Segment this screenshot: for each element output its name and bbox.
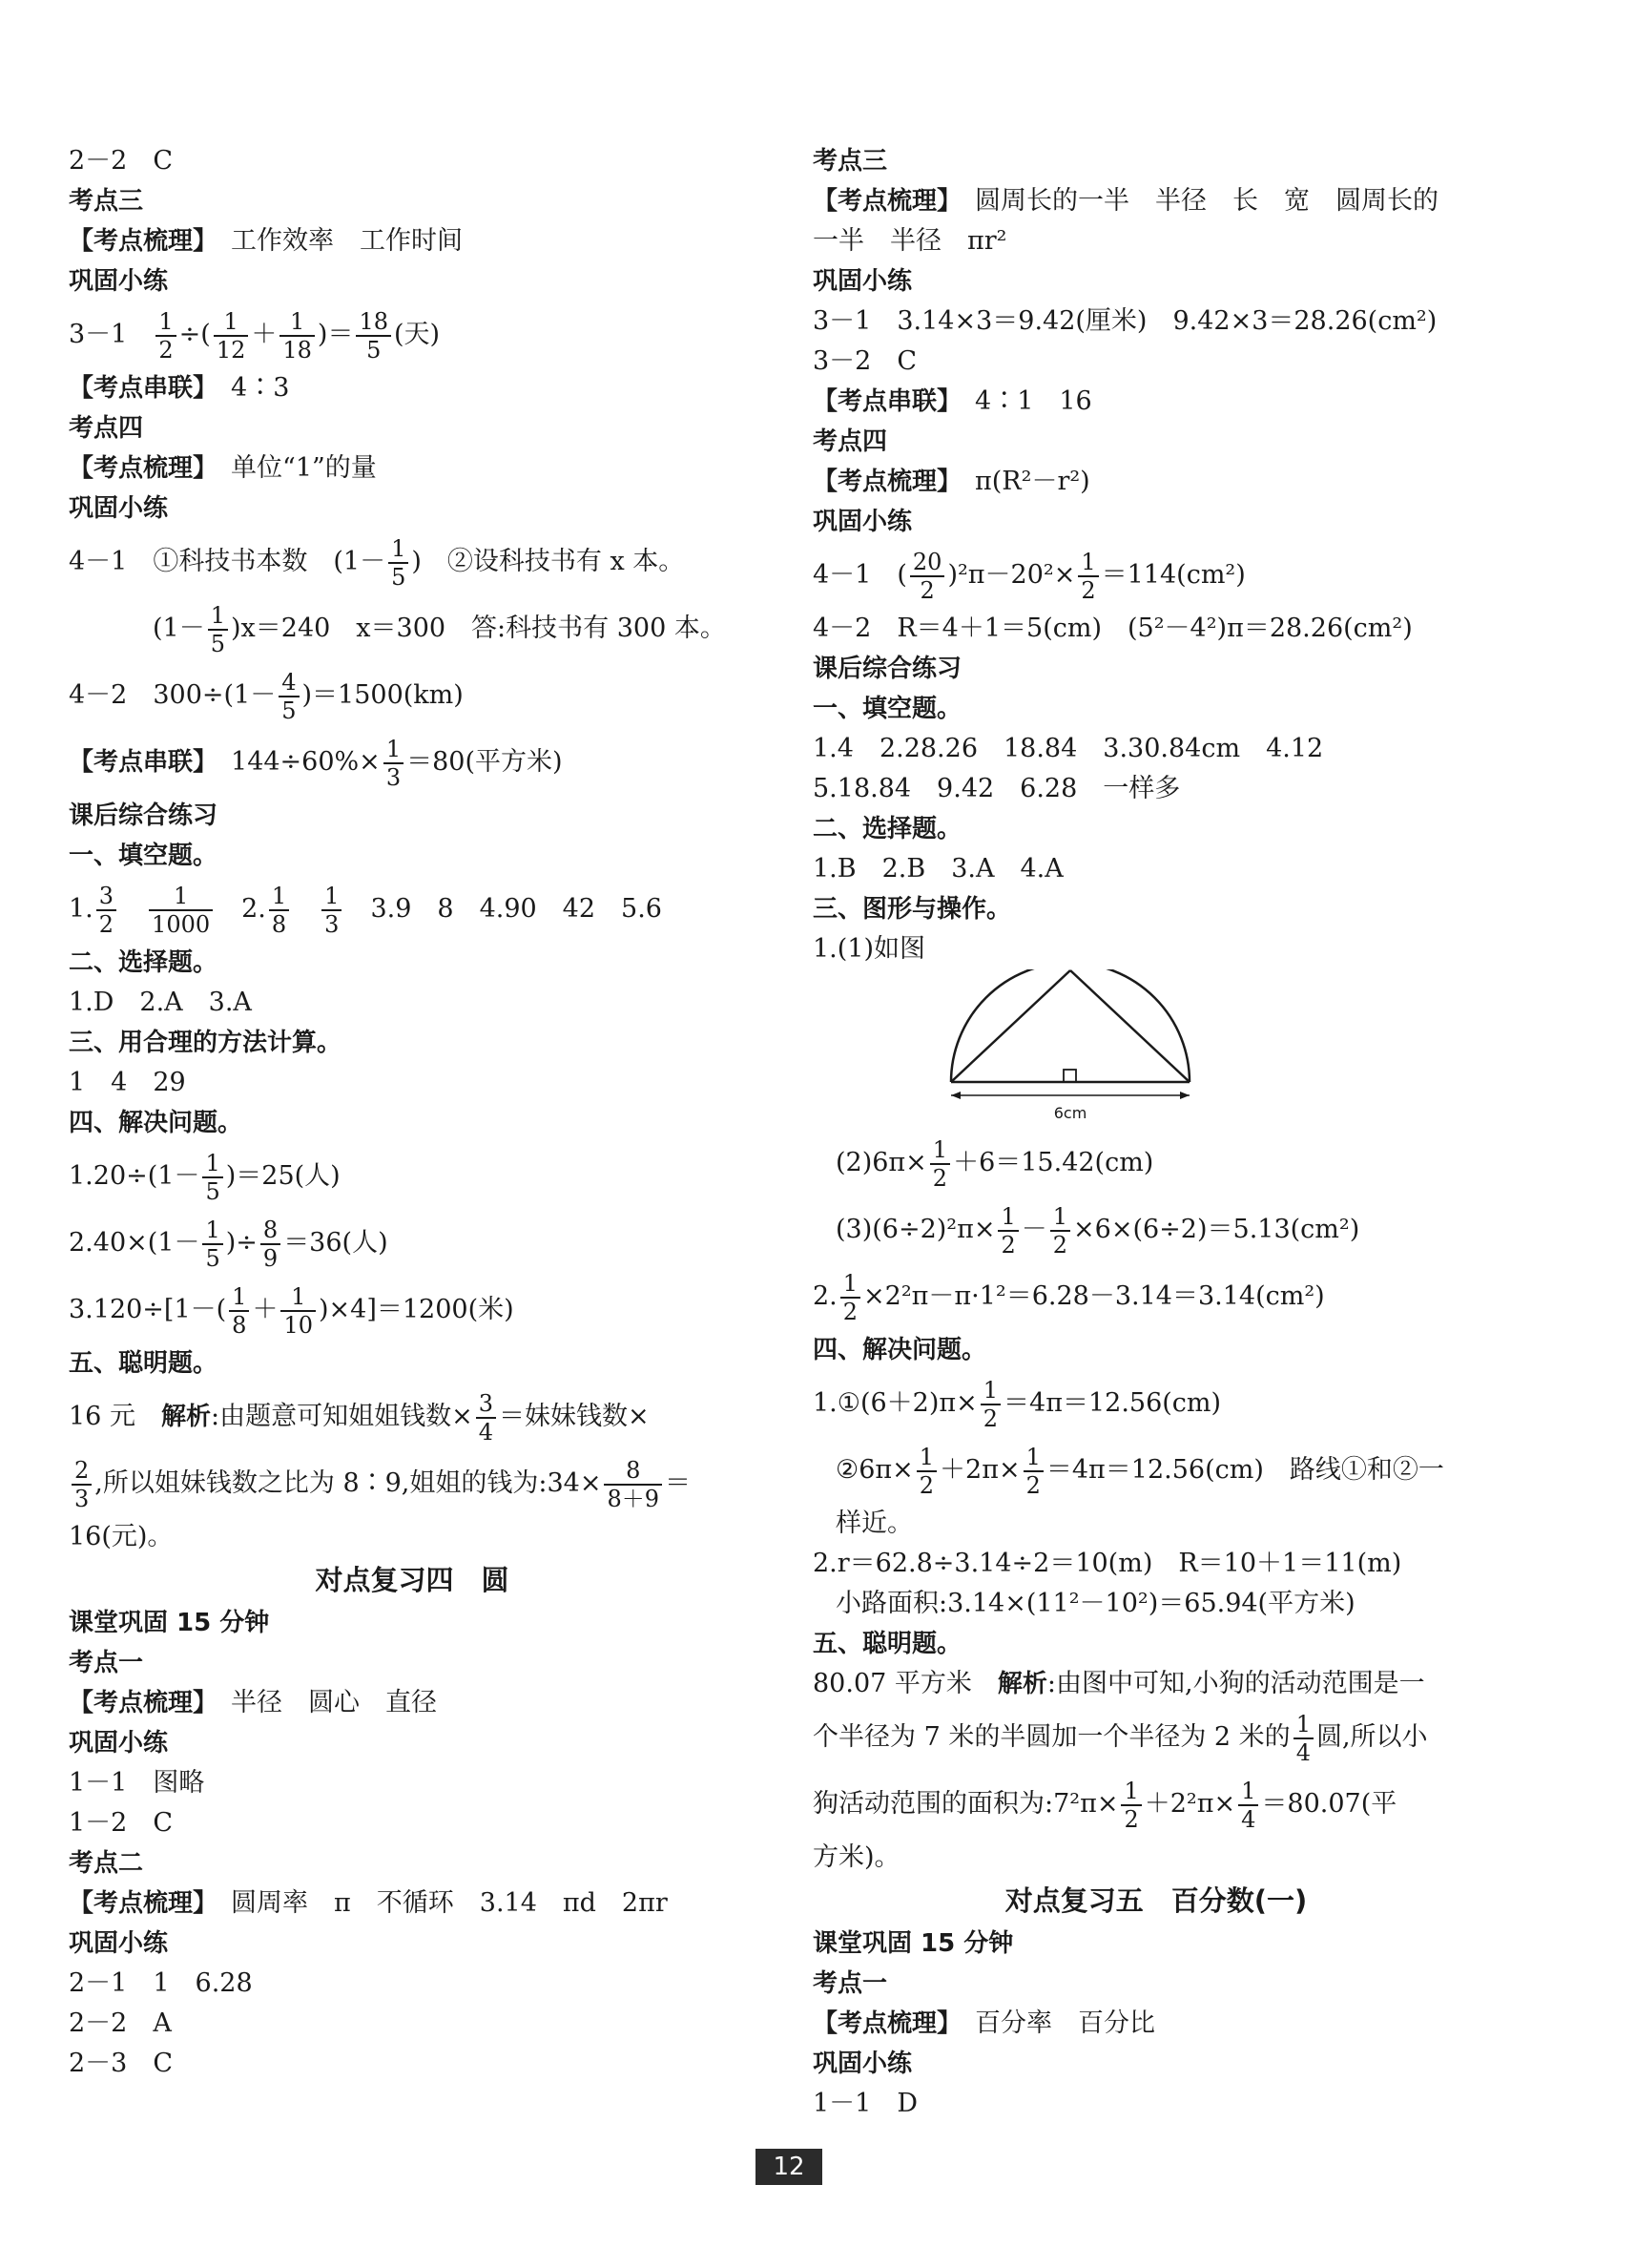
summary-line bbox=[813, 462, 1500, 502]
tag-label: 【考点梳理】 bbox=[813, 2009, 950, 2038]
question-type: 五、聪明题。 bbox=[813, 1630, 962, 1658]
section-label: 考点一 bbox=[69, 1649, 144, 1677]
answer-line: 样近。 bbox=[836, 1509, 913, 1538]
text: 2. bbox=[813, 1281, 838, 1311]
summary-text: 百分率 百分比 bbox=[975, 2008, 1156, 2038]
dimension-arrow-right bbox=[1180, 1092, 1190, 1099]
text: ＝80(平方米) bbox=[406, 747, 563, 777]
text: )＝ bbox=[317, 320, 354, 349]
page-number: 12 bbox=[755, 2149, 822, 2185]
summary-line bbox=[69, 221, 755, 261]
numerator: 1 bbox=[981, 1379, 1001, 1405]
summary-line bbox=[813, 2004, 1500, 2044]
summary-text: 4∶1 16 bbox=[975, 386, 1092, 416]
text: 144÷60%× bbox=[231, 747, 381, 777]
summary-line bbox=[69, 729, 755, 796]
answer-line bbox=[69, 1143, 755, 1210]
numerator: 1 bbox=[229, 1285, 249, 1312]
answer-line: 方米)。 bbox=[813, 1842, 900, 1872]
answer-line: 3－1 3.14×3＝9.42(厘米) 9.42×3＝28.26(cm²) bbox=[813, 306, 1438, 336]
right-column bbox=[813, 141, 1500, 2124]
numerator: 1 bbox=[930, 1138, 950, 1165]
question-type: 三、用合理的方法计算。 bbox=[69, 1029, 342, 1057]
denominator: 5 bbox=[205, 1244, 220, 1272]
text: 80.07 平方米 bbox=[813, 1669, 998, 1698]
question-type: 三、图形与操作。 bbox=[813, 895, 1012, 924]
practice-label: 巩固小练 bbox=[69, 1929, 169, 1958]
numerator: 1 bbox=[1294, 1713, 1314, 1739]
answer-line: 小路面积:3.14×(11²－10²)＝65.94(平方米) bbox=[836, 1589, 1356, 1618]
text: ＝114(cm²) bbox=[1101, 560, 1246, 590]
right-angle-mark bbox=[1064, 1070, 1076, 1082]
text: 3.9 8 4.90 42 5.6 bbox=[370, 894, 662, 924]
text: 2.40×(1－ bbox=[69, 1228, 200, 1258]
fraction bbox=[356, 307, 391, 364]
text: ＋6＝15.42(cm) bbox=[953, 1148, 1154, 1177]
numerator: 1 bbox=[840, 1272, 860, 1299]
denominator: 1000 bbox=[152, 910, 211, 938]
analysis-label: 解析 bbox=[160, 1403, 211, 1431]
answer-line bbox=[813, 1130, 1500, 1196]
question-type: 四、解决问题。 bbox=[69, 1109, 243, 1137]
summary-text: 圆周率 π 不循环 3.14 πd 2πr bbox=[231, 1888, 668, 1918]
text: 3－1 bbox=[69, 320, 154, 349]
lesson-label: 课堂巩固 15 分钟 bbox=[813, 1929, 1014, 1958]
fraction bbox=[476, 1389, 496, 1446]
text: 个半径为 7 米的半圆加一个半径为 2 米的 bbox=[813, 1722, 1291, 1752]
answer-line: 3－2 C bbox=[813, 346, 918, 376]
text: ＝4π＝12.56(cm) bbox=[1004, 1388, 1222, 1418]
denominator: 2 bbox=[1124, 1805, 1139, 1833]
numerator: 8 bbox=[260, 1218, 280, 1245]
text: ＝36(人) bbox=[283, 1228, 388, 1258]
denominator: 8 bbox=[271, 910, 287, 938]
denominator: 2 bbox=[1052, 1231, 1068, 1259]
answer-line bbox=[69, 595, 755, 662]
numerator: 1 bbox=[214, 310, 249, 337]
numerator: 1 bbox=[321, 884, 341, 911]
numerator: 1 bbox=[280, 1285, 316, 1312]
denominator: 2 bbox=[920, 576, 935, 604]
denominator: 5 bbox=[391, 563, 406, 591]
text: (1－ bbox=[153, 614, 205, 643]
text: 4－1 ( bbox=[813, 560, 907, 590]
text: )÷ bbox=[225, 1228, 258, 1258]
text: 16 元 bbox=[69, 1402, 161, 1431]
denominator: 4 bbox=[1295, 1738, 1311, 1766]
fraction bbox=[155, 307, 176, 364]
text: 4－1 ①科技书本数 (1－ bbox=[69, 547, 386, 576]
chapter-heading: 对点复习五 百分数(一) bbox=[1004, 1884, 1308, 1917]
fraction bbox=[1024, 1443, 1044, 1499]
text: )＝25(人) bbox=[225, 1161, 341, 1191]
answer-line: 5.18.84 9.42 6.28 一样多 bbox=[813, 774, 1181, 803]
summary-line bbox=[69, 448, 755, 489]
numerator: 1 bbox=[202, 1218, 222, 1245]
numerator: 4 bbox=[279, 671, 299, 697]
question-type: 二、选择题。 bbox=[69, 948, 218, 977]
tag-label: 【考点梳理】 bbox=[69, 1689, 206, 1717]
answer-line bbox=[813, 1771, 1500, 1838]
summary-text: 工作效率 工作时间 bbox=[231, 226, 464, 256]
answer-line: 1－1 图略 bbox=[69, 1768, 205, 1798]
fraction bbox=[279, 307, 315, 364]
numerator: 8 bbox=[604, 1459, 662, 1486]
summary-text: 4∶3 bbox=[231, 373, 290, 403]
text: ＋ bbox=[252, 1295, 279, 1324]
answer-line bbox=[813, 1263, 1500, 1330]
practice-label: 巩固小练 bbox=[69, 267, 169, 296]
answer-line: 2－1 1 6.28 bbox=[69, 1968, 253, 1998]
answer-line bbox=[69, 529, 755, 595]
numerator: 1 bbox=[1050, 1205, 1070, 1232]
fraction bbox=[910, 548, 945, 604]
section-label: 考点三 bbox=[813, 147, 888, 176]
dimension-arrow-left bbox=[951, 1092, 961, 1099]
answer-line: 1.(1)如图 bbox=[813, 934, 926, 964]
text: 3.120÷[1－( bbox=[69, 1295, 227, 1324]
numerator: 1 bbox=[208, 604, 228, 631]
answer-line: 1－1 D bbox=[813, 2089, 919, 2118]
denominator: 2 bbox=[1081, 576, 1096, 604]
denominator: 3 bbox=[74, 1485, 90, 1512]
numerator: 3 bbox=[96, 884, 116, 911]
question-type: 一、填空题。 bbox=[813, 695, 962, 723]
chapter-heading: 对点复习四 圆 bbox=[315, 1564, 509, 1596]
text: 1.①(6＋2)π× bbox=[813, 1388, 978, 1418]
denominator: 5 bbox=[205, 1177, 220, 1205]
answer-line bbox=[69, 1277, 755, 1343]
fraction bbox=[279, 668, 299, 724]
fraction bbox=[1294, 1710, 1314, 1766]
numerator: 3 bbox=[476, 1392, 496, 1419]
answer-line bbox=[813, 1437, 1500, 1504]
fraction bbox=[1238, 1779, 1258, 1831]
summary-line: 一半 半径 πr² bbox=[813, 226, 1007, 256]
answer-line bbox=[813, 542, 1500, 609]
numerator: 20 bbox=[910, 551, 945, 577]
answer-line: 1－2 C bbox=[69, 1808, 174, 1838]
text: ×2²π－π·1²＝6.28－3.14＝3.14(cm²) bbox=[863, 1281, 1325, 1311]
section-label: 考点四 bbox=[813, 427, 888, 456]
numerator: 1 bbox=[1238, 1779, 1258, 1806]
denominator: 18 bbox=[282, 336, 312, 364]
fraction bbox=[280, 1282, 316, 1339]
text: ＋2π× bbox=[940, 1455, 1021, 1485]
text: ＝4π＝12.56(cm) 路线①和②一 bbox=[1045, 1455, 1444, 1485]
denominator: 2 bbox=[919, 1471, 935, 1499]
analysis-label: 解析 bbox=[997, 1670, 1047, 1698]
numerator: 18 bbox=[356, 310, 391, 337]
practice-label: 巩固小练 bbox=[813, 508, 913, 536]
semicircle-arc bbox=[951, 969, 1190, 1082]
text: 1. bbox=[69, 894, 93, 924]
denominator: 2 bbox=[1025, 1471, 1041, 1499]
text: ②6π× bbox=[836, 1455, 914, 1485]
semicircle-figure bbox=[813, 969, 1500, 1130]
triangle-side-left bbox=[951, 970, 1070, 1082]
answer-line: 1.4 2.28.26 18.84 3.30.84cm 4.12 bbox=[813, 734, 1324, 763]
exercise-heading: 课后综合练习 bbox=[69, 801, 218, 830]
tag-label: 【考点梳理】 bbox=[813, 468, 950, 496]
denominator: 10 bbox=[283, 1311, 313, 1339]
denominator: 2 bbox=[1001, 1231, 1016, 1259]
fraction bbox=[604, 1456, 662, 1512]
section-label: 考点四 bbox=[69, 414, 144, 443]
semicircle-diagram bbox=[927, 969, 1213, 1130]
denominator: 3 bbox=[385, 763, 402, 791]
answer-line: 2－2 A bbox=[69, 2008, 172, 2038]
denominator: 2 bbox=[842, 1298, 859, 1325]
practice-label: 巩固小练 bbox=[813, 2050, 913, 2078]
denominator: 5 bbox=[281, 697, 297, 724]
text: － bbox=[1021, 1215, 1047, 1244]
answer-line: 2.r＝62.8÷3.14÷2＝10(m) R＝10＋1＝11(m) bbox=[813, 1549, 1402, 1578]
answer-line bbox=[69, 1450, 755, 1517]
text: ) ②设科技书有 x 本。 bbox=[411, 547, 685, 576]
numerator: 1 bbox=[155, 310, 176, 337]
fraction bbox=[229, 1282, 249, 1339]
fraction bbox=[269, 884, 289, 936]
section-label: 考点一 bbox=[813, 1969, 888, 1998]
text: :由图中可知,小狗的活动范围是一 bbox=[1046, 1669, 1425, 1698]
numerator: 1 bbox=[269, 884, 289, 911]
denominator: 8＋9 bbox=[607, 1485, 660, 1512]
summary-line bbox=[69, 368, 755, 408]
tag-label: 【考点梳理】 bbox=[813, 187, 950, 216]
left-column bbox=[69, 141, 755, 2084]
summary-text: 单位“1”的量 bbox=[231, 453, 377, 483]
fraction bbox=[214, 307, 249, 364]
text: ＝80.07(平 bbox=[1261, 1789, 1397, 1819]
numerator: 1 bbox=[1024, 1446, 1044, 1472]
summary-text: 圆周长的一半 半径 长 宽 圆周长的 bbox=[975, 186, 1439, 216]
section-label: 考点三 bbox=[69, 187, 144, 216]
practice-label: 巩固小练 bbox=[69, 494, 169, 523]
text: ＝ bbox=[665, 1468, 692, 1498]
numerator: 1 bbox=[1121, 1779, 1141, 1806]
text: 1.20÷(1－ bbox=[69, 1161, 200, 1191]
summary-line bbox=[69, 1883, 755, 1924]
text: (2)6π× bbox=[836, 1148, 927, 1177]
denominator: 12 bbox=[216, 336, 246, 364]
question-type: 一、填空题。 bbox=[69, 842, 218, 870]
tag-label: 【考点梳理】 bbox=[69, 454, 206, 483]
answer-line: 4－2 R＝4＋1＝5(cm) (5²－4²)π＝28.26(cm²) bbox=[813, 614, 1413, 643]
summary-text: 半径 圆心 直径 bbox=[231, 1688, 438, 1717]
fraction bbox=[208, 601, 228, 657]
answer-line bbox=[69, 662, 755, 729]
text: 4－2 300÷(1－ bbox=[69, 680, 277, 710]
text: 2. bbox=[241, 894, 266, 924]
tag-label: 【考点串联】 bbox=[69, 374, 206, 403]
text: ＋2²π× bbox=[1144, 1789, 1236, 1819]
practice-label: 巩固小练 bbox=[69, 1729, 169, 1758]
fraction bbox=[998, 1202, 1018, 1259]
fraction bbox=[388, 534, 408, 591]
tag-label: 【考点梳理】 bbox=[69, 1889, 206, 1918]
summary-line bbox=[69, 1683, 755, 1723]
fraction bbox=[202, 1218, 222, 1270]
denominator: 4 bbox=[1241, 1805, 1256, 1833]
fraction bbox=[72, 1456, 92, 1512]
answer-line bbox=[813, 1370, 1500, 1437]
numerator: 1 bbox=[998, 1205, 1018, 1232]
lesson-label: 课堂巩固 15 分钟 bbox=[69, 1609, 270, 1637]
denominator: 2 bbox=[983, 1404, 999, 1432]
question-type: 五、聪明题。 bbox=[69, 1349, 218, 1378]
denominator: 5 bbox=[366, 336, 382, 364]
text: )×4]＝1200(米) bbox=[319, 1295, 514, 1324]
text: :由题意可知姐姐钱数× bbox=[210, 1402, 473, 1431]
numerator: 1 bbox=[383, 738, 404, 764]
tag-label: 【考点串联】 bbox=[69, 748, 206, 777]
fraction bbox=[260, 1218, 280, 1270]
text: ÷( bbox=[178, 320, 211, 349]
answer-line bbox=[69, 1384, 755, 1450]
question-type: 四、解决问题。 bbox=[813, 1336, 987, 1364]
summary-line bbox=[813, 181, 1500, 221]
numerator: 1 bbox=[202, 1152, 222, 1178]
dimension-label: 6cm bbox=[1053, 1104, 1087, 1122]
fraction bbox=[930, 1135, 950, 1192]
text: )＝1500(km) bbox=[301, 680, 464, 710]
text: 圆,所以小 bbox=[1315, 1722, 1428, 1752]
text: ＋ bbox=[251, 320, 278, 349]
fraction bbox=[321, 884, 341, 936]
text: ＝妹妹钱数× bbox=[498, 1402, 650, 1431]
tag-label: 【考点串联】 bbox=[813, 387, 950, 416]
answer-line bbox=[69, 302, 755, 368]
fraction bbox=[149, 884, 213, 936]
fraction bbox=[1050, 1202, 1070, 1259]
answer-line bbox=[813, 1664, 1500, 1704]
denominator: 5 bbox=[210, 630, 225, 657]
numerator: 2 bbox=[72, 1459, 92, 1486]
tag-label: 【考点梳理】 bbox=[69, 227, 206, 256]
text: )²π－20²× bbox=[947, 560, 1076, 590]
denominator: 4 bbox=[478, 1418, 493, 1446]
answer-line bbox=[69, 876, 755, 943]
triangle-side-right bbox=[1070, 970, 1190, 1082]
fraction bbox=[96, 884, 116, 936]
practice-label: 巩固小练 bbox=[813, 267, 913, 296]
denominator: 2 bbox=[98, 910, 114, 938]
answer-line bbox=[813, 1196, 1500, 1263]
numerator: 1 bbox=[917, 1446, 937, 1472]
denominator: 9 bbox=[262, 1244, 279, 1272]
numerator: 1 bbox=[1078, 551, 1098, 577]
numerator: 1 bbox=[388, 537, 408, 564]
denominator: 3 bbox=[324, 910, 340, 938]
section-label: 考点二 bbox=[69, 1849, 144, 1878]
denominator: 2 bbox=[158, 336, 174, 364]
question-type: 二、选择题。 bbox=[813, 815, 962, 843]
text: )x＝240 x＝300 答:科技书有 300 本。 bbox=[231, 614, 726, 643]
fraction bbox=[981, 1376, 1001, 1432]
fraction bbox=[1121, 1779, 1141, 1831]
answer-line bbox=[69, 1210, 755, 1277]
answer-line: 1.D 2.A 3.A bbox=[69, 988, 252, 1017]
denominator: 8 bbox=[232, 1311, 247, 1339]
answer-line: 1 4 29 bbox=[69, 1068, 186, 1097]
fraction bbox=[840, 1269, 860, 1325]
answer-line: 1.B 2.B 3.A 4.A bbox=[813, 854, 1064, 884]
answer-line: 2－3 C bbox=[69, 2049, 174, 2078]
answer-line bbox=[813, 1704, 1500, 1771]
exercise-heading: 课后综合练习 bbox=[813, 655, 962, 683]
answer-line: 16(元)。 bbox=[69, 1522, 174, 1551]
text: (天) bbox=[394, 320, 441, 349]
fraction bbox=[917, 1443, 937, 1499]
fraction bbox=[383, 735, 404, 791]
numerator: 1 bbox=[149, 884, 213, 911]
summary-line bbox=[813, 382, 1500, 422]
fraction bbox=[202, 1149, 222, 1205]
text: 狗活动范围的面积为:7²π× bbox=[813, 1789, 1119, 1819]
summary-text: π(R²－r²) bbox=[975, 467, 1090, 496]
answer-line: 2－2 C bbox=[69, 146, 174, 176]
fraction bbox=[1078, 548, 1098, 604]
numerator: 1 bbox=[279, 310, 315, 337]
denominator: 2 bbox=[932, 1164, 948, 1192]
text: (3)(6÷2)²π× bbox=[836, 1215, 996, 1244]
text: ,所以姐妹钱数之比为 8∶9,姐姐的钱为:34× bbox=[94, 1468, 602, 1498]
text: ×6×(6÷2)＝5.13(cm²) bbox=[1073, 1215, 1360, 1244]
